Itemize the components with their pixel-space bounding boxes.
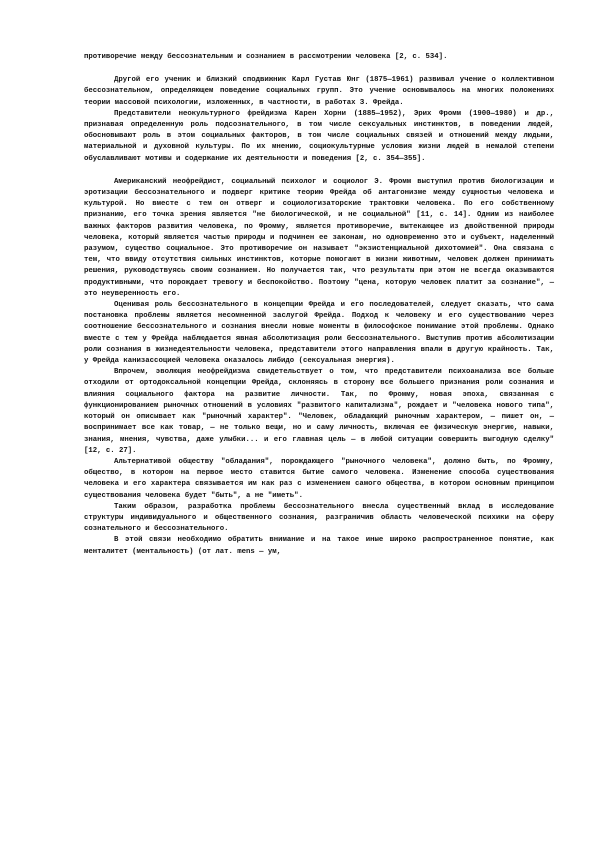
- paragraph-2: Другой его ученик и близкий сподвижник Карл Густав Юнг (1875—1961) развивал учение о коллективном бессознательном, определяющем поведение социальных групп. Это учение основывалось на многих положениях теории массовой психологии, изложенных, в частности, в работах З. Фрейда.: [84, 76, 554, 107]
- paragraph-8: Таким образом, разработка проблемы бессознательного внесла существенный вклад в исследование структуры индивидуального и общественного сознания, разграничив область человеческой психики на сферу сознательного и бессознательного.: [84, 502, 554, 534]
- paragraph-1: противоречие между бессознательным и сознанием в рассмотрении человека [2, с. 534].: [84, 53, 448, 61]
- paragraph-6: Впрочем, эволюция неофрейдизма свидетельствует о том, что представители психоанализа все больше отходили от ортодоксальной концепции Фрейда, склоняясь в сторону все большего признания роли сознания и влияния социального фактора на развитие личности. Так, по Фромму, новая эпоха, связанная с функционированием рыночных отношений в условиях "развитого капитализма", рождает и "человека нового типа", который он описывает как "рыночный характер". "Человек, обладающий рыночным характером, — пишет он, — воспринимает все как товар, — не только вещи, но и саму личность, включая ее физическую энергию, навыки, знания, мнения, чувства, даже улыбки... и его главная цель — в любой ситуации совершить выгодную сделку" [12, с. 27].: [84, 368, 554, 455]
- paragraph-3: Представители неокультурного фрейдизма Карен Хорни (1885—1952), Эрих Фромм (1900—1980) и др., признавая определенную роль подсознательного, в том числе сексуальных инстинктов, в поведении людей, обосновывают роль в этом социальных факторов, в том числе социальных связей и отношений между людьми, материальной и духовной культуры. По их мнению, социокультурные условия жизни людей в немалой степени обуславливают мотивы и содержание их деятельности и поведения [2, с. 354—355].: [84, 109, 554, 163]
- paragraph-9: В этой связи необходимо обратить внимание и на такое иные широко распространенное понятие, как менталитет (ментальность) (от лат. mens — ум,: [84, 536, 554, 556]
- paragraph-4: Американский неофрейдист, социальный психолог и социолог Э. Фромм выступил против биологизации и эротизации бессознательного и подверг критике теорию Фрейда об антагонизме между сущностью человека и культурой. Но вместе с тем он отверг и социологизаторские трактовки человека. По его собственному признанию, его точка зрения является "не биологической, и не социальной" [11, с. 14]. Одним из наиболее важных факторов развития человека, по Фромму, является противоречие, вытекающее из двойственной природы человека, который является частью природы и подчинен ее законам, но одновременно это и субъект, наделенный разумом, существо социальное. Это противоречие он называет "экзистенциальной дихотомией". Она связана с тем, что ввиду отсутствия сильных инстинктов, которые помогают в жизни животным, человек должен принимать решения, руководствуясь своим сознанием. Но получается так, что результаты при этом не всегда оказываются продуктивными, что порождает тревогу и беспокойство. Поэтому "цена, которую человек платит за сознание", — это неуверенность его.: [84, 177, 554, 298]
- paragraph-5: Оценивая роль бессознательного в концепции Фрейда и его последователей, следует сказать, что сама постановка проблемы является несомненной заслугой Фрейда. Подход к человеку и его существованию через соотношение бессознательного и сознания внесли новые моменты в философское понимание этой проблемы. Однако вместе с тем у Фрейда наблюдается явная абсолютизация роли бессознательного. Выступив против абсолютизации роли сознания в жизнедеятельности человека, представители этого направления впали в другую крайность. Так, у Фрейда канизассоцией человека оказалось либидо (сексуальная энергия).: [84, 301, 554, 366]
- paragraph-7: Альтернативой обществу "обладания", порождающего "рыночного человека", должно быть, по Фромму, общество, в котором на первое место ставится бытие самого человека. Изменение способа существования человека и его характера связывается им как раз с изменением самого общества, в котором основным принципом существования человека будет "быть", а не "иметь".: [84, 457, 554, 500]
- document-body: [84, 52, 554, 558]
